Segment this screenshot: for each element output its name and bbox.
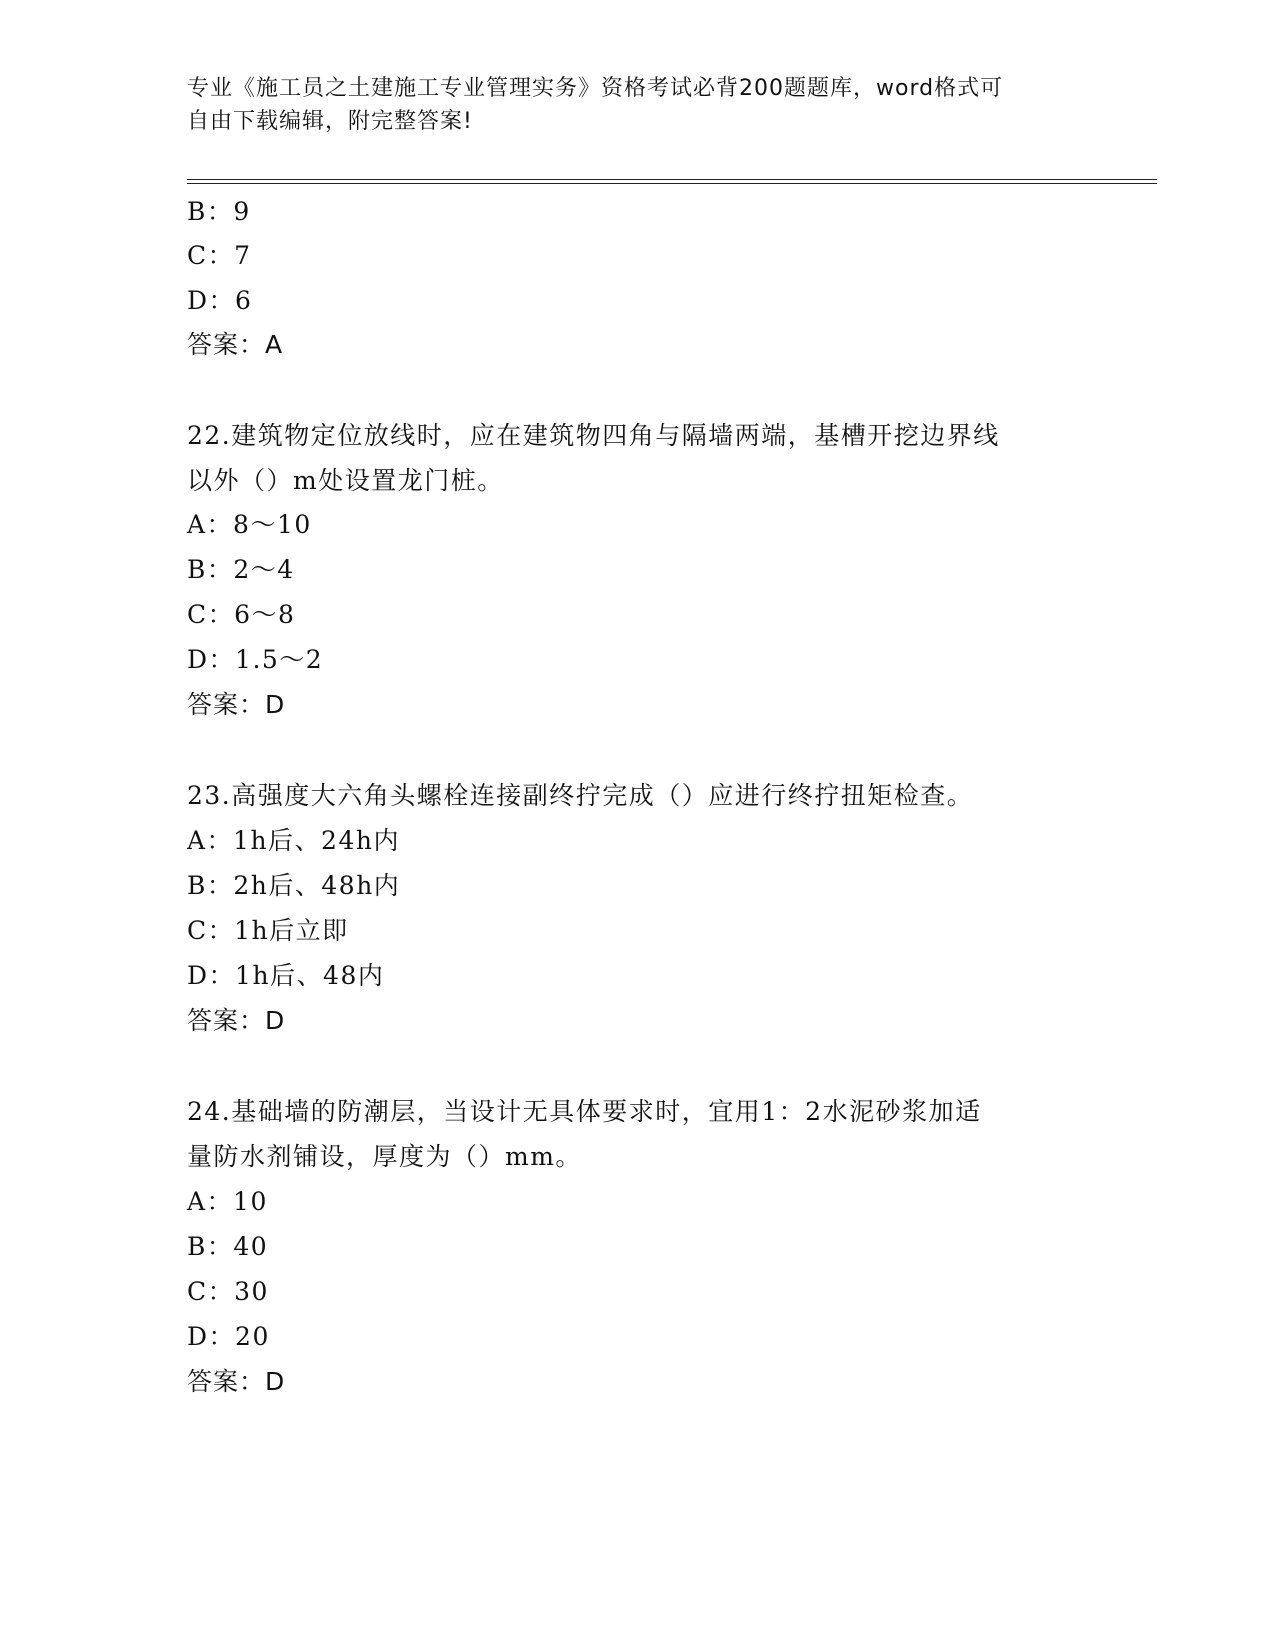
q23-stem-line-1: 23.高强度大六角头螺栓连接副终拧完成（）应进行终拧扭矩检查。 xyxy=(187,781,974,810)
q22-option-c: C：6～8 xyxy=(187,600,296,629)
q23-option-d: D：1h后、48内 xyxy=(187,961,385,990)
q22-stem-line-2: 以外（）m处设置龙门桩。 xyxy=(187,466,504,495)
header-title-line-2: 自由下载编辑，附完整答案! xyxy=(187,109,473,134)
q22-answer: 答案：D xyxy=(187,690,286,719)
header-divider-bottom xyxy=(187,183,1157,184)
q21-answer: 答案：A xyxy=(187,330,284,359)
q24-stem-line-1: 24.基础墙的防潮层，当设计无具体要求时，宜用1：2水泥砂浆加适 xyxy=(187,1097,982,1126)
q23-option-b: B：2h后、48h内 xyxy=(187,871,401,900)
q21-option-d: D：6 xyxy=(187,286,253,315)
q22-stem-line-1: 22.建筑物定位放线时，应在建筑物四角与隔墙两端，基槽开挖边界线 xyxy=(187,421,1000,450)
q22-option-d: D：1.5～2 xyxy=(187,645,324,674)
q24-stem-line-2: 量防水剂铺设，厚度为（）mm。 xyxy=(187,1142,582,1171)
q22-option-b: B：2～4 xyxy=(187,555,295,584)
q24-option-d: D：20 xyxy=(187,1322,270,1351)
q21-option-b: B：9 xyxy=(187,197,251,226)
q23-option-c: C：1h后立即 xyxy=(187,916,349,945)
q24-option-b: B：40 xyxy=(187,1232,269,1261)
document-header xyxy=(187,72,1087,138)
header-divider-top xyxy=(187,179,1157,180)
q24-option-a: A：10 xyxy=(187,1187,268,1216)
q24-answer: 答案：D xyxy=(187,1367,286,1396)
q24-option-c: C：30 xyxy=(187,1277,269,1306)
q23-option-a: A：1h后、24h内 xyxy=(187,826,400,855)
q22-option-a: A：8～10 xyxy=(187,510,312,539)
header-title-line-1: 专业《施工员之土建施工专业管理实务》资格考试必背200题题库，word格式可 xyxy=(187,76,1004,101)
q23-answer: 答案：D xyxy=(187,1006,286,1035)
q21-option-c: C：7 xyxy=(187,241,252,270)
